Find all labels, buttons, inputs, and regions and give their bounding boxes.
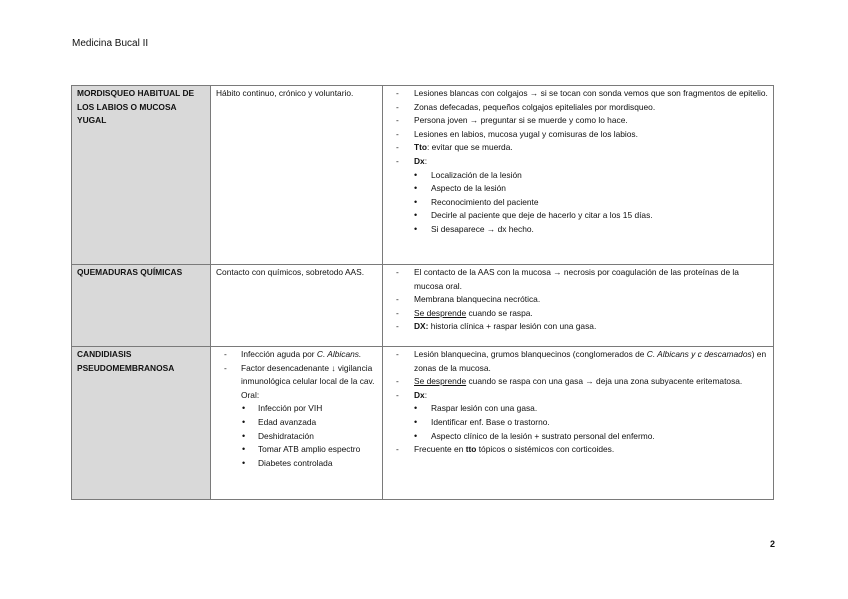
list-item: - Zonas defecadas, pequeños colgajos epiteliales por mordisqueo. <box>388 101 768 115</box>
list-item: - Persona joven → preguntar si se muerde y como lo hace. <box>388 114 768 128</box>
dx-colon: : <box>424 155 428 166</box>
row-definition <box>211 347 383 500</box>
dx-label: Dx <box>414 155 425 166</box>
list-item <box>216 362 377 471</box>
list-item <box>388 307 768 321</box>
page-header: Medicina Bucal II <box>72 38 149 49</box>
item-text: Infección aguda por <box>241 349 317 359</box>
table-row <box>72 86 774 265</box>
list-item: - Membrana blanquecina necrótica. <box>388 293 768 307</box>
item-text: historia clínica + raspar lesión con una gasa. <box>428 321 597 332</box>
dx-label: DX: <box>414 321 429 332</box>
row-definition: Hábito continuo, crónico y voluntario. <box>211 86 383 265</box>
table-row <box>72 347 774 500</box>
list-item <box>388 141 768 155</box>
row-title: MORDISQUEO HABITUAL DE LOS LABIOS O MUCOSA YUGAL <box>72 86 211 265</box>
row-definition: Contacto con químicos, sobretodo AAS. <box>211 265 383 347</box>
row-title: CANDIDIASIS PSEUDOMEMBRANOSA <box>72 347 211 500</box>
bullet-item: • Localización de la lesión <box>388 169 768 183</box>
item-text: Factor desencadenante ↓ vigilancia inmunológica celular local de la cav. Oral: <box>241 362 375 400</box>
bullet-item: • Deshidratación <box>216 430 377 444</box>
list-item <box>388 320 768 334</box>
content-table <box>71 85 774 500</box>
list-item <box>388 389 768 443</box>
list-item: - El contacto de la AAS con la mucosa → necrosis por coagulación de las proteínas de la mucosa oral. <box>388 266 768 293</box>
tto-text: : evitar que se muerda. <box>427 142 513 153</box>
bullet-item: • Aspecto clínico de la lesión + sustrato personal del enfermo. <box>388 430 768 444</box>
item-text: tópicos o sistémicos con corticoides. <box>476 444 615 455</box>
bullet-item: • Si desaparece → dx hecho. <box>388 223 768 237</box>
list-item <box>388 155 768 237</box>
list-item: - Lesiones en labios, mucosa yugal y comisuras de los labios. <box>388 128 768 142</box>
item-text: Lesión blanquecina, grumos blanquecinos (conglomerados de <box>414 349 647 359</box>
list-item: - Lesiones blancas con colgajos → si se tocan con sonda vemos que son fragmentos de epitelio. <box>388 87 768 101</box>
list-item <box>388 443 768 457</box>
dx-label: Dx <box>414 389 425 400</box>
page-number: 2 <box>770 539 776 549</box>
underlined-text: Se desprende <box>414 376 467 387</box>
italic-text: C. Albicans. <box>316 349 362 359</box>
list-item <box>216 348 377 362</box>
bullet-item: • Raspar lesión con una gasa. <box>388 402 768 416</box>
item-text: cuando se raspa. <box>466 307 533 318</box>
row-details <box>383 347 774 500</box>
bullet-item: • Edad avanzada <box>216 416 377 430</box>
list-item <box>388 375 768 389</box>
bold-text: tto <box>465 444 477 455</box>
bullet-item: • Infección por VIH <box>216 402 377 416</box>
row-details <box>383 86 774 265</box>
italic-text: C. Albicans y c descamados <box>646 349 752 359</box>
dx-colon: : <box>424 389 428 400</box>
bullet-item: • Identificar enf. Base o trastorno. <box>388 416 768 430</box>
row-title: QUEMADURAS QUÍMICAS <box>72 265 211 347</box>
bullet-item: • Aspecto de la lesión <box>388 182 768 196</box>
item-text: ) en zonas de la mucosa. <box>414 349 767 373</box>
tto-label: Tto <box>414 142 428 153</box>
row-details <box>383 265 774 347</box>
bullet-item: • Reconocimiento del paciente <box>388 196 768 210</box>
item-text: cuando se raspa con una gasa → deja una zona subyacente eritematosa. <box>466 376 743 387</box>
bullet-item: • Diabetes controlada <box>216 457 377 471</box>
bullet-item: • Decirle al paciente que deje de hacerlo y citar a los 15 días. <box>388 209 768 223</box>
item-text: Frecuente en <box>414 444 466 455</box>
bullet-item: • Tomar ATB amplio espectro <box>216 443 377 457</box>
table-row <box>72 265 774 347</box>
list-item <box>388 348 768 375</box>
underlined-text: Se desprende <box>414 307 467 318</box>
